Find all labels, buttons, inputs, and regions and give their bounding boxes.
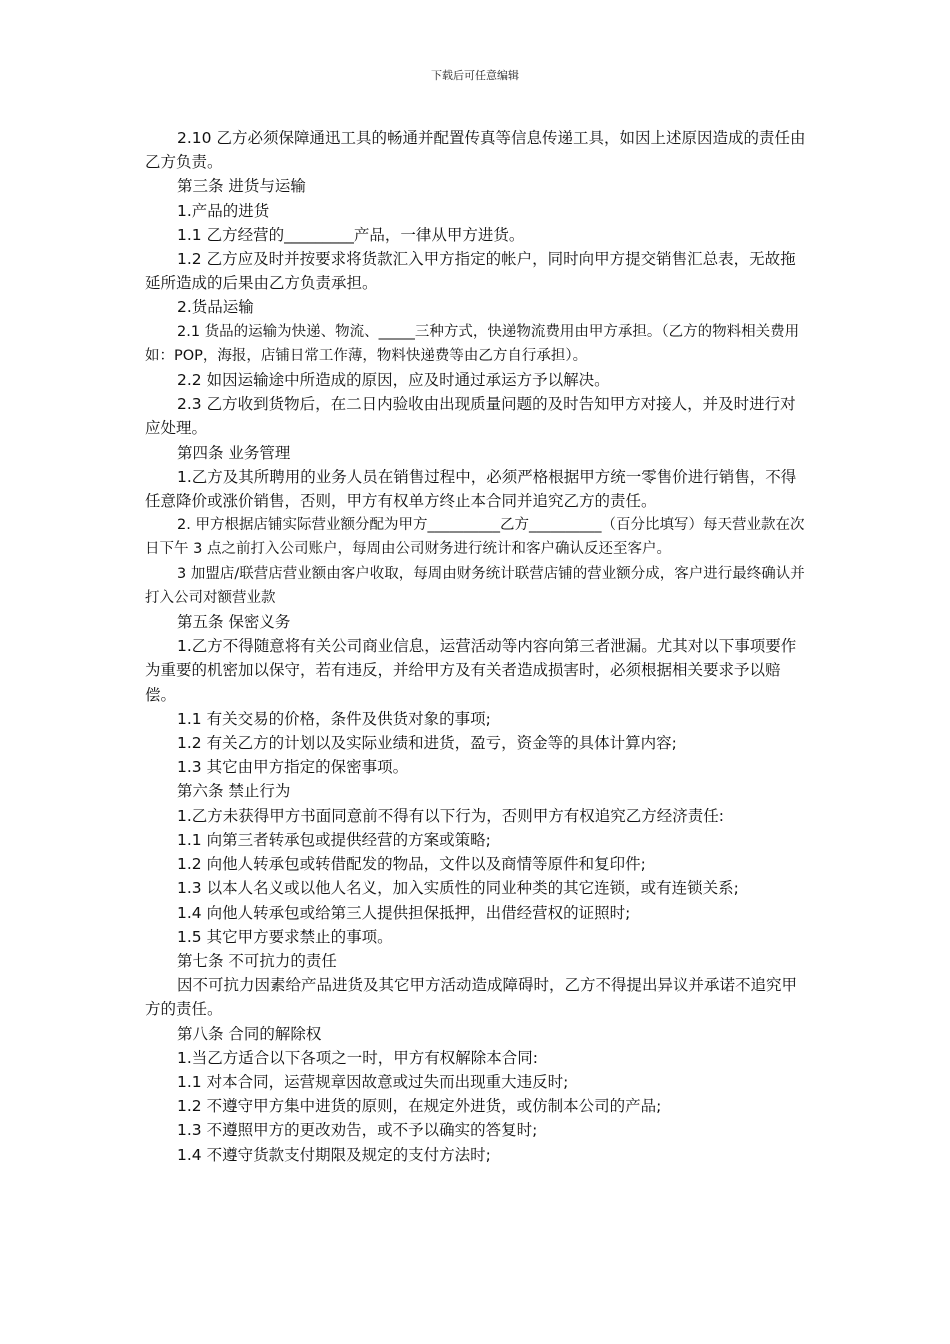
clause-item: 1.2 不遵守甲方集中进货的原则，在规定外进货，或仿制本公司的产品;	[177, 1097, 662, 1116]
clause-item: 1.1 对本合同，运营规章因故意或过失而出现重大违反时;	[177, 1072, 569, 1091]
clause-item: 1.2 向他人转承包或转借配发的物品，文件以及商情等原件和复印件;	[177, 855, 646, 874]
clause-item: 1.乙方及其所聘用的业务人员在销售过程中，必须严格根据甲方统一零售价进行销售，不得任意降价或涨价销售，否则，甲方有权单方终止本合同并追究乙方的责任。	[145, 467, 797, 511]
page-header: 下载后可任意编辑	[431, 69, 519, 82]
article-5-heading: 第五条 保密义务	[177, 613, 291, 632]
article-3-heading: 第三条 进货与运输	[177, 177, 306, 196]
clause-item: 1.3 其它由甲方指定的保密事项。	[177, 758, 409, 777]
article-4-heading: 第四条 业务管理	[177, 443, 291, 462]
clause-2-10: 2.10 乙方必须保障通迅工具的畅通并配置传真等信息传递工具，如因上述原因造成的责任由乙方负责。	[145, 129, 806, 172]
clause-item: 1.3 不遵照甲方的更改劝告，或不予以确实的答复时;	[177, 1121, 538, 1140]
article-8-heading: 第八条 合同的解除权	[177, 1024, 322, 1043]
clause-item: 1.1 乙方经营的_________产品，一律从甲方进货。	[177, 225, 525, 244]
clause-item: 1.当乙方适合以下各项之一时，甲方有权解除本合同:	[177, 1048, 539, 1067]
article-6-heading: 第六条 禁止行为	[177, 782, 291, 801]
section-heading: 1.产品的进货	[177, 201, 270, 220]
clause-item: 因不可抗力因素给产品进货及其它甲方活动造成障碍时，乙方不得提出异议并承诺不追究甲方的责任。	[145, 976, 798, 1019]
clause-item: 2.2 如因运输途中所造成的原因，应及时通过承运方予以解决。	[177, 371, 610, 390]
clause-item: 1.4 不遵守货款支付期限及规定的支付方法时;	[177, 1145, 491, 1164]
clause-item: 2.1 货品的运输为快递、物流、_____三种方式，快递物流费用由甲方承担。（乙方的物料相关费用 如：POP，海报，店铺日常工作薄，物料快递费等由乙方自行承担）。	[145, 323, 800, 364]
clause-item: 1.2 有关乙方的计划以及实际业绩和进货，盈亏，资金等的具体计算内容;	[177, 734, 677, 753]
clause-item: 1.乙方未获得甲方书面同意前不得有以下行为，否则甲方有权追究乙方经济责任:	[177, 806, 725, 825]
clause-item: 1.1 向第三者转承包或提供经营的方案或策略;	[177, 830, 491, 849]
section-heading: 2.货品运输	[177, 298, 254, 317]
clause-item: 1.4 向他人转承包或给第三人提供担保抵押，出借经营权的证照时;	[177, 903, 631, 922]
clause-item: 1.3 以本人名义或以他人名义，加入实质性的同业种类的其它连锁，或有连锁关系;	[177, 879, 739, 898]
clause-item: 1.乙方不得随意将有关公司商业信息，运营活动等内容向第三者泄漏。尤其对以下事项要作为重要的机密加以保守，若有违反，并给甲方及有关者造成损害时，必须根据相关要求予以赔偿。	[145, 637, 797, 704]
article-7-heading: 第七条 不可抗力的责任	[177, 951, 337, 970]
clause-item: 3 加盟店/联营店营业额由客户收取，每周由财务统计联营店铺的营业额分成，客户进行最终确认并打入公司对额营业款	[145, 565, 805, 606]
clause-item: 1.1 有关交易的价格，条件及供货对象的事项;	[177, 709, 491, 728]
clause-item: 2.3 乙方收到货物后，在二日内验收由出现质量问题的及时告知甲方对接人，并及时进行对应处理。	[145, 395, 796, 438]
clause-item: 2. 甲方根据店铺实际营业额分配为甲方__________乙方__________（百分比填写）每天营业款在次日下午 3 点之前打入公司账户，每周由公司财务进行统计和客户确认反还至客户。	[145, 517, 805, 558]
clause-item: 1.2 乙方应及时并按要求将货款汇入甲方指定的帐户，同时向甲方提交销售汇总表，无故拖延所造成的后果由乙方负责承担。	[145, 250, 796, 293]
document-body	[145, 126, 810, 1167]
clause-item: 1.5 其它甲方要求禁止的事项。	[177, 927, 393, 946]
